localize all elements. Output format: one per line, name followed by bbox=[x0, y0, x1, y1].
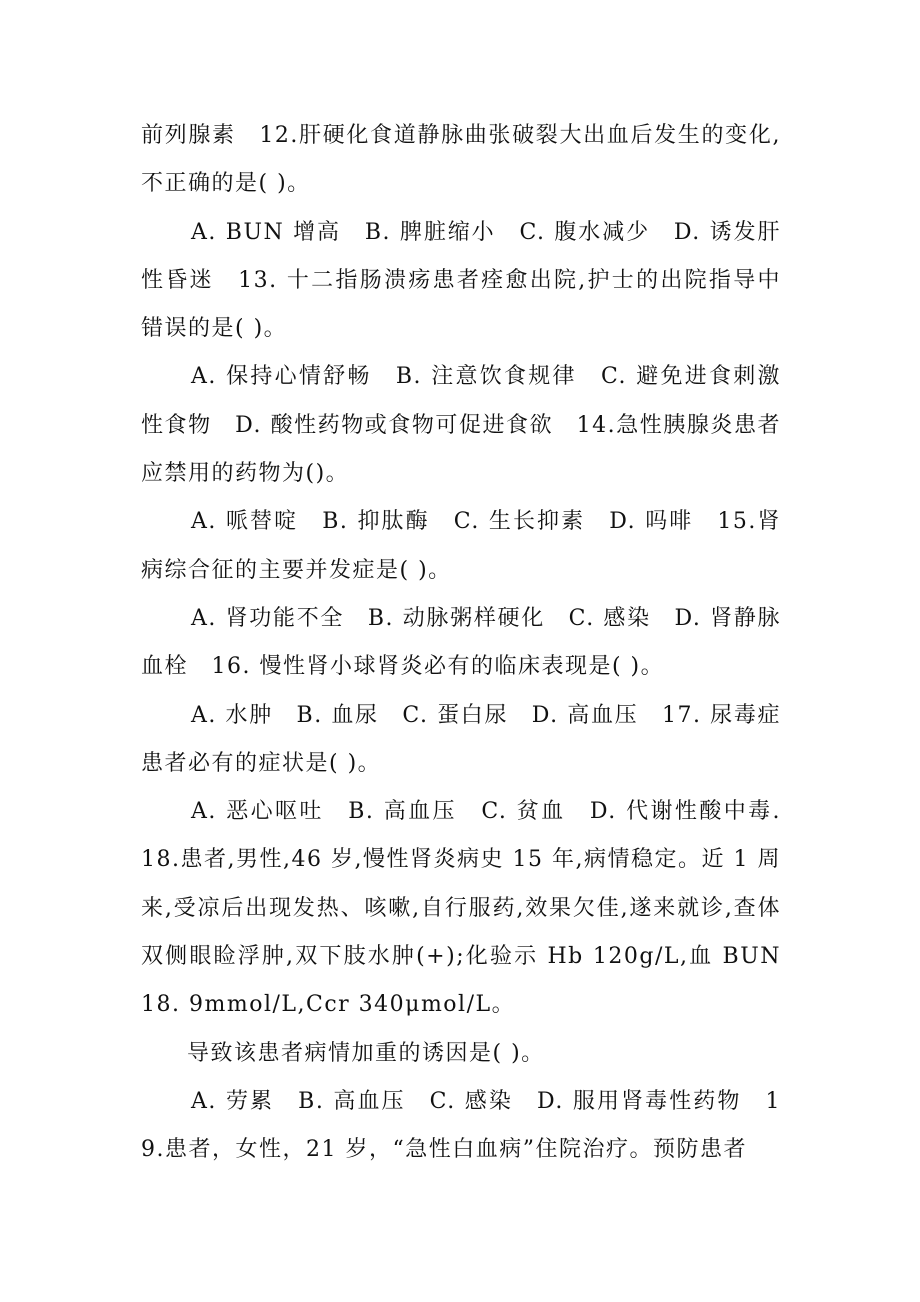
paragraph-2: A. BUN 增高 B. 脾脏缩小 C. 腹水减少 D. 诱发肝性昏迷 13. 十二指肠溃疡患者痊愈出院,护士的出院指导中错误的是( )。 bbox=[141, 219, 781, 342]
paragraph-3: A. 保持心情舒畅 B. 注意饮食规律 C. 避免进食刺激性食物 D. 酸性药物或食物可促进食欲 14.急性胰腺炎患者应禁用的药物为()。 bbox=[141, 364, 781, 487]
document-body bbox=[141, 112, 805, 1175]
paragraph-7: A. 恶心呕吐 B. 高血压 C. 贫血 D. 代谢性酸中毒. 18.患者,男性,46 岁,慢性肾炎病史 15 年,病情稳定。近 1 周来,受凉后出现发热、咳嗽,自行服药,效果欠佳,遂来就诊,查体双侧眼睑浮肿,双下肢水肿(+);化验示 Hb 120g/L,血 BUN 18. 9mmol/L,Ccr 340μmol/L。 bbox=[141, 799, 805, 1018]
paragraph-1: 前列腺素 12.肝硬化食道静脉曲张破裂大出血后发生的变化,不正确的是( )。 bbox=[141, 123, 781, 197]
paragraph-5: A. 肾功能不全 B. 动脉粥样硬化 C. 感染 D. 肾静脉血栓 16. 慢性肾小球肾炎必有的临床表现是( )。 bbox=[141, 605, 781, 680]
paragraph-4: A. 哌替啶 B. 抑肽酶 C. 生长抑素 D. 吗啡 15.肾病综合征的主要并发症是( )。 bbox=[141, 509, 781, 583]
paragraph-8: 导致该患者病情加重的诱因是( )。 bbox=[187, 1040, 545, 1066]
paragraph-6: A. 水肿 B. 血尿 C. 蛋白尿 D. 高血压 17. 尿毒症患者必有的症状是( )。 bbox=[141, 702, 781, 776]
paragraph-9: A. 劳累 B. 高血压 C. 感染 D. 服用肾毒性药物 19.患者，女性，21 岁，“急性白血病”住院治疗。预防患者 bbox=[141, 1088, 781, 1163]
